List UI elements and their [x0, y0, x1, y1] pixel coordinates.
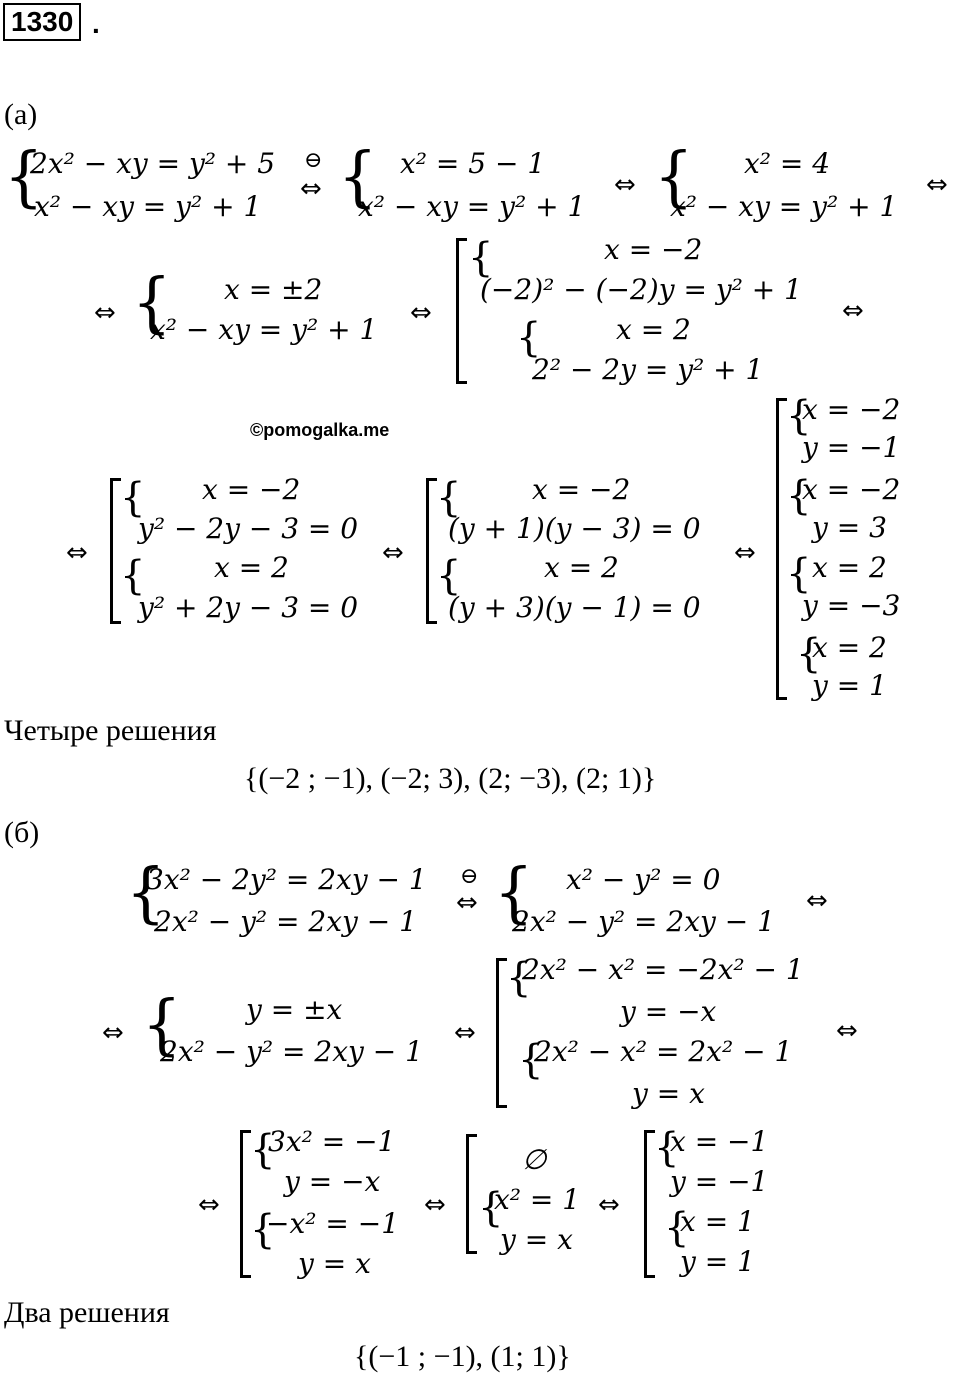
a-set4-1-x: x = −2: [802, 393, 901, 426]
equiv-arrow: ⇔: [456, 888, 478, 918]
b-minus-sign: ⊖: [460, 864, 479, 889]
brace-a-sys2: {: [338, 138, 378, 215]
a-set3b-eq1: x = 2: [544, 551, 619, 584]
equiv-arrow: ⇔: [598, 1190, 620, 1220]
brace-a-sys1: {: [4, 138, 44, 215]
b-sys1-eq1: 3x² − 2y² = 2xy − 1: [146, 863, 427, 896]
brace-b-sys2: {: [494, 854, 534, 931]
brace-b-set4-1: {: [654, 1125, 680, 1171]
b-set1a-eq1: 2x² − x² = −2x² − 1: [522, 953, 804, 986]
b-set4-2-y: y = 1: [680, 1245, 755, 1278]
a-minus-sign: ⊖: [304, 148, 323, 173]
a-set4-4-x: x = 2: [812, 631, 887, 664]
a-set2b-eq2: y² + 2y − 3 = 0: [138, 591, 359, 624]
brace-a-set1a: {: [468, 235, 494, 281]
brace-b-set2b: {: [250, 1207, 276, 1253]
brace-b-set3b: {: [478, 1185, 504, 1231]
equiv-arrow: ⇔: [806, 886, 828, 916]
b-set1b-eq1: 2x² − x² = 2x² − 1: [534, 1035, 793, 1068]
a-sys4-eq2: x² − xy = y² + 1: [150, 313, 378, 346]
a-sys2-eq2: x² − xy = y² + 1: [358, 190, 586, 223]
part-a-label: (а): [4, 98, 38, 131]
brace-a-set4-1: {: [786, 393, 812, 439]
equiv-arrow: ⇔: [410, 298, 432, 328]
a-set1b-eq2: 2² − 2y = y² + 1: [532, 353, 764, 386]
a-sys3-eq1: x² = 4: [744, 147, 831, 180]
b-set2b-eq1: −x² = −1: [266, 1207, 400, 1240]
equiv-arrow: ⇔: [842, 296, 864, 326]
brace-a-set4-2: {: [786, 473, 812, 519]
brace-b-sys1: {: [126, 854, 166, 931]
a-sys4-eq1: x = ±2: [224, 273, 323, 306]
brace-a-set4-3: {: [786, 551, 812, 597]
b-set2a-eq1: 3x² = −1: [268, 1125, 396, 1158]
a-set1a-eq1: x = −2: [604, 233, 703, 266]
brace-a-set3a: {: [436, 475, 462, 521]
equiv-arrow: ⇔: [836, 1016, 858, 1046]
equiv-arrow: ⇔: [66, 538, 88, 568]
a-set2a-eq2: y² − 2y − 3 = 0: [138, 512, 359, 545]
a-set3a-eq2: (y + 1)(y − 3) = 0: [448, 512, 701, 545]
a-set4-3-y: y = −3: [802, 589, 901, 622]
b-set4-2-x: x = 1: [680, 1205, 755, 1238]
b-set3-empty: ∅: [522, 1143, 547, 1176]
brace-a-set2b: {: [120, 553, 146, 599]
b-set4-1-y: y = −1: [670, 1165, 769, 1198]
b-sys2-eq1: x² − y² = 0: [566, 863, 721, 896]
a-set4-2-y: y = 3: [812, 511, 887, 544]
problem-number-dot: .: [92, 8, 100, 39]
brace-a-set4-4: {: [796, 631, 822, 677]
equiv-arrow: ⇔: [424, 1190, 446, 1220]
bracket-a-set4: [776, 398, 787, 700]
a-set4-4-y: y = 1: [812, 669, 887, 702]
a-set3a-eq1: x = −2: [532, 473, 631, 506]
equiv-arrow: ⇔: [734, 538, 756, 568]
problem-number: 1330: [3, 3, 81, 41]
b-sys3-eq2: 2x² − y² = 2xy − 1: [160, 1035, 423, 1068]
b-answer: {(−1 ; −1), (1; 1)}: [354, 1340, 571, 1373]
bracket-a-set1: [456, 238, 467, 384]
equiv-arrow: ⇔: [198, 1190, 220, 1220]
brace-b-sys3: {: [142, 986, 182, 1063]
b-set2b-eq2: y = x: [298, 1247, 371, 1280]
brace-a-sys3: {: [654, 138, 694, 215]
b-conclusion: Два решения: [4, 1296, 170, 1329]
equiv-arrow: ⇔: [926, 170, 948, 200]
bracket-b-set3: [466, 1134, 477, 1254]
brace-a-set3b: {: [436, 553, 462, 599]
a-sys2-eq1: x² = 5 − 1: [400, 147, 546, 180]
a-set2b-eq1: x = 2: [214, 551, 289, 584]
brace-a-sys4: {: [132, 264, 172, 341]
a-set4-3-x: x = 2: [812, 551, 887, 584]
a-set1a-eq2: (−2)² − (−2)y = y² + 1: [480, 273, 802, 306]
a-set3b-eq2: (y + 3)(y − 1) = 0: [448, 591, 701, 624]
equiv-arrow: ⇔: [300, 174, 322, 204]
watermark: ©pomogalka.me: [250, 420, 390, 440]
a-conclusion: Четыре решения: [4, 714, 217, 747]
brace-b-set1a: {: [506, 955, 532, 1001]
b-set2a-eq2: y = −x: [284, 1165, 381, 1198]
b-sys3-eq1: y = ±x: [246, 993, 343, 1026]
a-sys1-eq1: 2x² − xy = y² + 5: [30, 147, 276, 180]
a-set2a-eq1: x = −2: [202, 473, 301, 506]
equiv-arrow: ⇔: [102, 1018, 124, 1048]
brace-a-set2a: {: [120, 475, 146, 521]
a-answer: {(−2 ; −1), (−2; 3), (2; −3), (2; 1)}: [244, 762, 657, 795]
a-set1b-eq1: x = 2: [616, 313, 691, 346]
b-sys1-eq2: 2x² − y² = 2xy − 1: [154, 905, 417, 938]
b-set4-1-x: x = −1: [670, 1125, 769, 1158]
brace-a-set1b: {: [516, 315, 542, 361]
equiv-arrow: ⇔: [94, 298, 116, 328]
equiv-arrow: ⇔: [614, 170, 636, 200]
a-sys1-eq2: x² − xy = y² + 1: [34, 190, 262, 223]
equiv-arrow: ⇔: [382, 538, 404, 568]
a-set4-2-x: x = −2: [802, 473, 901, 506]
brace-b-set4-2: {: [664, 1205, 690, 1251]
b-sys2-eq2: 2x² − y² = 2xy − 1: [512, 905, 775, 938]
equiv-arrow: ⇔: [454, 1018, 476, 1048]
b-set1a-eq2: y = −x: [620, 995, 717, 1028]
b-set3b-eq1: x² = 1: [494, 1183, 581, 1216]
b-set1b-eq2: y = x: [632, 1077, 705, 1110]
a-sys3-eq2: x² − xy = y² + 1: [670, 190, 898, 223]
brace-b-set2a: {: [250, 1127, 276, 1173]
brace-b-set1b: {: [518, 1037, 544, 1083]
b-set3b-eq2: y = x: [500, 1223, 573, 1256]
a-set4-1-y: y = −1: [802, 431, 901, 464]
part-b-label: (б): [4, 816, 40, 849]
